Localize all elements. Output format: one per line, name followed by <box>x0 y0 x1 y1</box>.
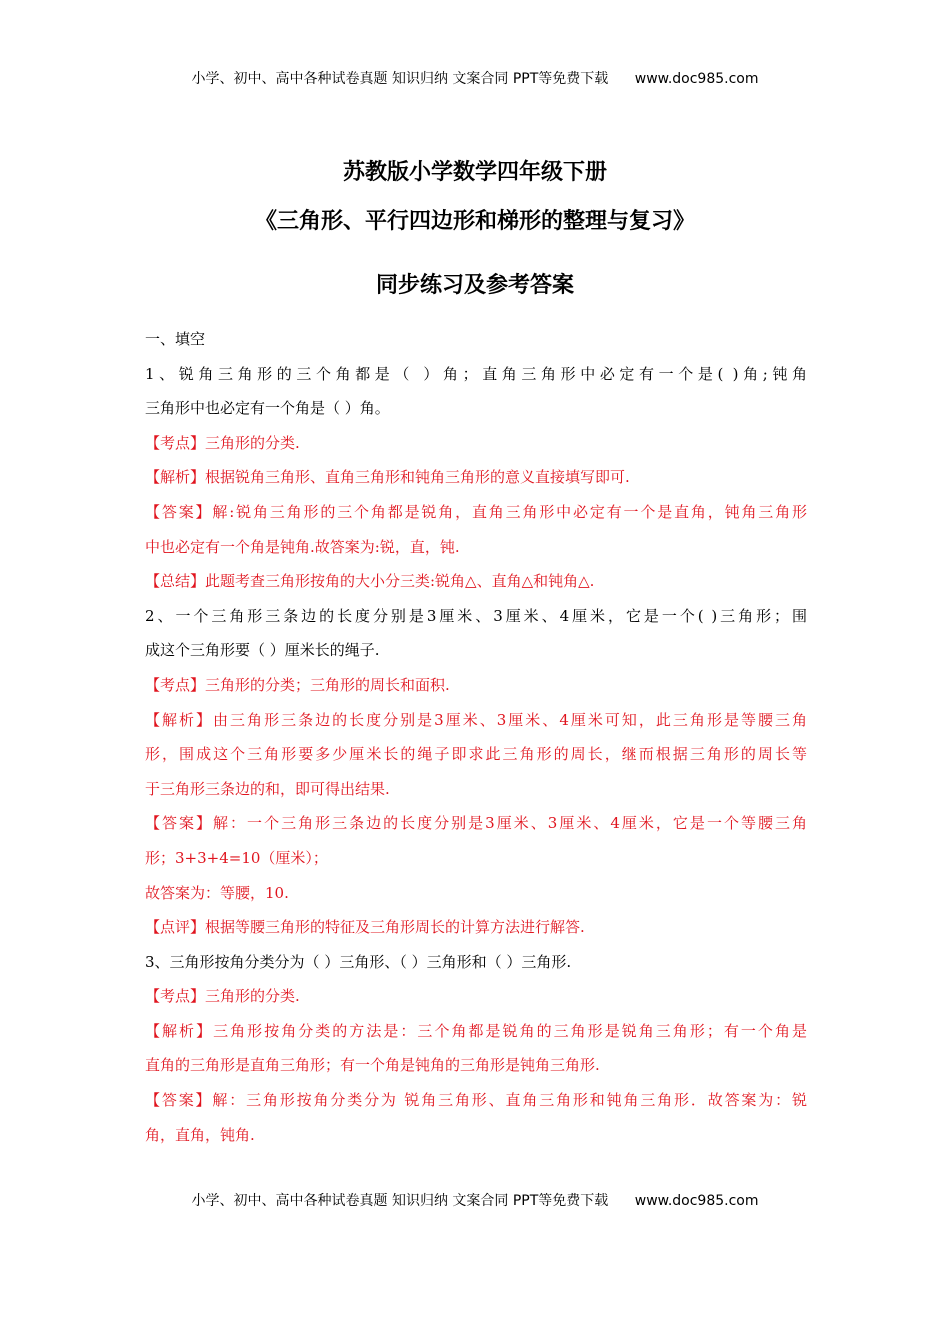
analysis-line: 直角的三角形是直角三角形；有一个角是钝角的三角形是钝角三角形. <box>145 1056 600 1075</box>
title-line-1: 苏教版小学数学四年级下册 <box>342 160 607 185</box>
answer-line: 故答案为：等腰，10. <box>145 883 289 902</box>
analysis-line: 【解析】三角形按角分类的方法是：三个角都是锐角的三角形是锐角三角形；有一个角是 <box>145 1021 807 1040</box>
section-heading: 一、填空 <box>145 330 206 348</box>
topic-line: 【考点】三角形的分类；三角形的周长和面积. <box>145 675 450 694</box>
footer-url[interactable]: www.doc985.com <box>634 1193 759 1209</box>
title-line-2: 《三角形、平行四边形和梯形的整理与复习》 <box>254 209 695 234</box>
question-line: 成这个三角形要（ ）厘米长的绳子. <box>145 641 380 660</box>
answer-line: 【答案】解：三角形按角分类分为 锐角三角形、直角三角形和钝角三角形．故答案为：锐 <box>145 1091 807 1110</box>
analysis-line: 于三角形三条边的和，即可得出结果. <box>145 779 390 798</box>
analysis-line: 形，围成这个三角形要多少厘米长的绳子即求此三角形的周长，继而根据三角形的周长等 <box>145 745 807 764</box>
answer-line: 【答案】解：一个三角形三条边的长度分别是3厘米、3厘米、4厘米，它是一个等腰三角 <box>145 814 807 833</box>
page-footer <box>0 1190 950 1210</box>
answer-line: 形；3+3+4=10（厘米）； <box>145 848 328 867</box>
topic-line: 【考点】三角形的分类. <box>145 433 300 452</box>
exercise-content <box>145 322 807 1152</box>
header-url[interactable]: www.doc985.com <box>634 71 759 87</box>
summary-line: 【总结】此题考查三角形按角的大小分三类:锐角△、直角△和钝角△. <box>145 572 595 591</box>
header-text: 小学、初中、高中各种试卷真题 知识归纳 文案合同 PPT等免费下载 <box>191 71 609 87</box>
footer-text: 小学、初中、高中各种试卷真题 知识归纳 文案合同 PPT等免费下载 <box>191 1193 609 1209</box>
comment-line: 【点评】根据等腰三角形的特征及三角形周长的计算方法进行解答. <box>145 918 585 937</box>
topic-line: 【考点】三角形的分类. <box>145 987 300 1006</box>
answer-line: 中也必定有一个角是钝角.故答案为:锐，直，钝. <box>145 537 460 556</box>
title-line-3: 同步练习及参考答案 <box>375 273 574 298</box>
question-line: 2、一个三角形三条边的长度分别是3厘米、3厘米、4厘米，它是一个( )三角形；围 <box>145 606 807 625</box>
question-line: 3、三角形按角分类分为（ ）三角形、（ ）三角形和（ ）三角形. <box>145 952 572 971</box>
answer-line: 【答案】解:锐角三角形的三个角都是锐角，直角三角形中必定有一个是直角，钝角三角形 <box>145 502 807 521</box>
page-header <box>0 68 950 88</box>
question-line: 1、锐角三角形的三个角都是（ ）角；直角三角形中必定有一个是( )角;钝角 <box>145 364 807 383</box>
analysis-line: 【解析】根据锐角三角形、直角三角形和钝角三角形的意义直接填写即可. <box>145 468 630 487</box>
analysis-line: 【解析】由三角形三条边的长度分别是3厘米、3厘米、4厘米可知，此三角形是等腰三角 <box>145 710 807 729</box>
question-line: 三角形中也必定有一个角是（ ）角。 <box>145 399 390 418</box>
answer-line: 角，直角，钝角. <box>145 1125 255 1144</box>
